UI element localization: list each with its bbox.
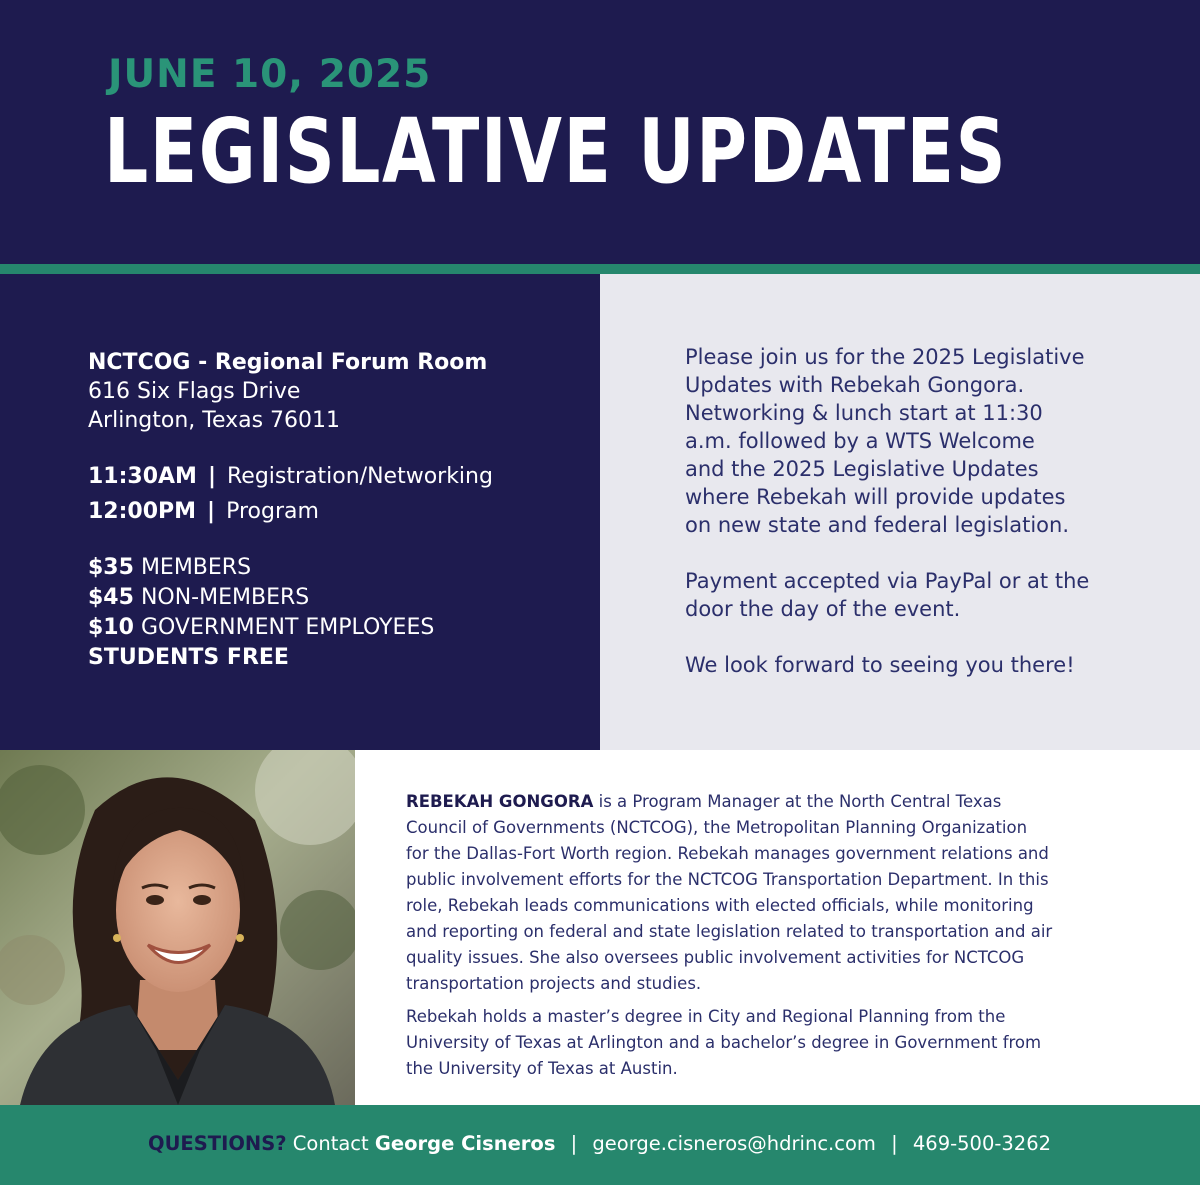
schedule-separator: | bbox=[207, 464, 216, 489]
bio-text: is a Program Manager at the North Central Texas bbox=[593, 792, 1002, 811]
speaker-name: REBEKAH GONGORA bbox=[406, 792, 594, 811]
price-amount: $45 bbox=[88, 585, 134, 610]
questions-label: QUESTIONS? bbox=[148, 1132, 287, 1155]
bio-line: and reporting on federal and state legislation related to transportation and air bbox=[406, 922, 1053, 941]
bio-line: University of Texas at Arlington and a bachelor’s degree in Government from bbox=[406, 1033, 1042, 1052]
schedule-separator: | bbox=[207, 499, 216, 524]
schedule-label: Program bbox=[226, 499, 319, 524]
price-amount: $35 bbox=[88, 555, 134, 580]
schedule-label: Registration/Networking bbox=[227, 464, 493, 489]
payment-line: door the day of the event. bbox=[685, 597, 961, 621]
price-label: NON-MEMBERS bbox=[140, 585, 310, 610]
payment-line: Payment accepted via PayPal or at the bbox=[685, 569, 1090, 593]
bio-line: public involvement efforts for the NCTCOG Transportation Department. In this bbox=[406, 870, 1049, 889]
bio-line: Council of Governments (NCTCOG), the Metropolitan Planning Organization bbox=[406, 818, 1028, 837]
price-label: MEMBERS bbox=[140, 555, 252, 580]
price-row-government bbox=[88, 613, 434, 643]
intro-line: on new state and federal legislation. bbox=[685, 513, 1070, 537]
intro-line: Please join us for the 2025 Legislative bbox=[685, 345, 1085, 369]
bio-line: for the Dallas-Fort Worth region. Rebekah manages government relations and bbox=[406, 844, 1049, 863]
address-line-1: 616 Six Flags Drive bbox=[88, 379, 301, 404]
intro-line: where Rebekah will provide updates bbox=[685, 485, 1066, 509]
intro-line: a.m. followed by a WTS Welcome bbox=[685, 429, 1035, 453]
closing-line: We look forward to seeing you there! bbox=[685, 653, 1075, 677]
header-banner bbox=[0, 0, 1200, 264]
intro-line: and the 2025 Legislative Updates bbox=[685, 457, 1039, 481]
bio-line bbox=[406, 789, 1001, 815]
bio-line: the University of Texas at Austin. bbox=[406, 1059, 678, 1078]
contact-email-link[interactable]: george.cisneros@hdrinc.com bbox=[592, 1132, 876, 1155]
intro-line: Updates with Rebekah Gongora. bbox=[685, 373, 1025, 397]
event-details-panel bbox=[0, 274, 600, 750]
schedule-time: 12:00PM bbox=[88, 499, 197, 524]
students-free: STUDENTS FREE bbox=[88, 645, 289, 670]
contact-phone-link[interactable]: 469-500-3262 bbox=[912, 1132, 1052, 1155]
venue-name: NCTCOG - Regional Forum Room bbox=[88, 350, 488, 375]
schedule-row-registration bbox=[88, 462, 493, 492]
contact-prefix: Contact bbox=[292, 1132, 369, 1155]
header-divider-stripe bbox=[0, 264, 1200, 274]
footer-contact-bar bbox=[0, 1105, 1200, 1185]
bio-line: transportation projects and studies. bbox=[406, 974, 702, 993]
event-title: LEGISLATIVE UPDATES bbox=[104, 99, 1008, 203]
price-row-members bbox=[88, 553, 251, 583]
speaker-photo bbox=[0, 750, 355, 1105]
price-row-non-members bbox=[88, 583, 309, 613]
intro-line: Networking & lunch start at 11:30 bbox=[685, 401, 1043, 425]
footer-separator: | bbox=[570, 1132, 578, 1155]
schedule-row-program bbox=[88, 497, 319, 527]
price-label: GOVERNMENT EMPLOYEES bbox=[140, 615, 435, 640]
bio-line: role, Rebekah leads communications with elected officials, while monitoring bbox=[406, 896, 1034, 915]
contact-name: George Cisneros bbox=[374, 1132, 556, 1155]
event-intro-panel bbox=[600, 274, 1200, 750]
footer-separator: | bbox=[891, 1132, 898, 1155]
schedule-time: 11:30AM bbox=[88, 464, 197, 489]
bio-line: Rebekah holds a master’s degree in City and Regional Planning from the bbox=[406, 1007, 1006, 1026]
price-amount: $10 bbox=[88, 615, 134, 640]
address-line-2: Arlington, Texas 76011 bbox=[88, 408, 341, 433]
speaker-bio bbox=[355, 750, 1200, 1105]
footer-contact bbox=[148, 1130, 1051, 1158]
bio-line: quality issues. She also oversees public involvement activities for NCTCOG bbox=[406, 948, 1025, 967]
event-date: JUNE 10, 2025 bbox=[108, 52, 432, 97]
